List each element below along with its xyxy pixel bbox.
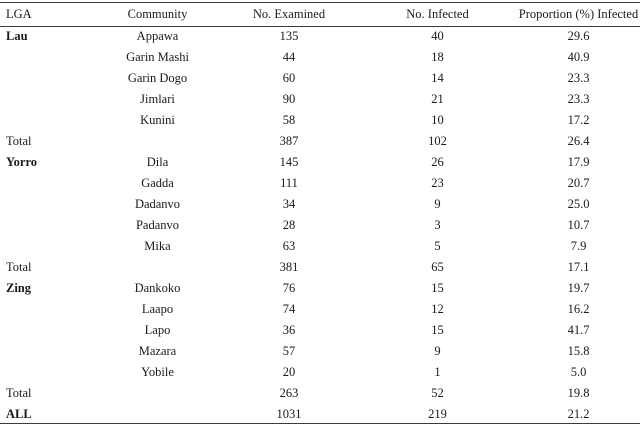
cell-examined: 90 [282, 92, 296, 106]
cell-lga [0, 299, 101, 320]
header-community: Community [127, 7, 188, 21]
cell-examined: 58 [282, 113, 296, 127]
cell-proportion: 17.1 [567, 260, 590, 274]
cell-lga [0, 194, 101, 215]
header-row [0, 3, 640, 26]
cell-proportion: 19.7 [567, 281, 590, 295]
cell-proportion: 17.9 [567, 155, 590, 169]
table-body [0, 26, 640, 425]
cell-community: Garin Dogo [127, 71, 188, 85]
cell-examined: 145 [279, 155, 299, 169]
cell-infected: 14 [431, 71, 444, 85]
cell-infected: 12 [431, 302, 444, 316]
table-row [0, 89, 640, 110]
cell-community: Dila [146, 155, 169, 169]
cell-community: Yobile [141, 365, 174, 379]
cell-infected: 52 [431, 386, 444, 400]
cell-proportion: 29.6 [567, 29, 590, 43]
cell-proportion: 25.0 [567, 197, 590, 211]
cell-examined: 57 [282, 344, 296, 358]
cell-lga [0, 68, 101, 89]
cell-infected: 3 [434, 218, 441, 232]
cell-infected: 21 [431, 92, 444, 106]
cell-community: Laapo [141, 302, 174, 316]
cell-examined: 34 [282, 197, 296, 211]
table-row [0, 110, 640, 131]
cell-community: Lapo [144, 323, 171, 337]
cell-community: Dadanvo [134, 197, 181, 211]
table-row [0, 404, 640, 425]
cell-proportion: 41.7 [567, 323, 590, 337]
cell-examined: 28 [282, 218, 296, 232]
table-row [0, 173, 640, 194]
table-row [0, 341, 640, 362]
cell-community: Mazara [138, 344, 177, 358]
cell-infected: 219 [428, 407, 447, 421]
cell-community: Garin Mashi [126, 50, 189, 64]
cell-infected: 26 [431, 155, 444, 169]
header-examined: No. Examined [252, 7, 326, 21]
cell-examined: 135 [279, 29, 299, 43]
table-row [0, 257, 640, 278]
cell-lga: Zing [6, 281, 32, 295]
header-infected: No. Infected [406, 7, 469, 21]
cell-infected: 9 [434, 197, 441, 211]
table-row [0, 383, 640, 404]
cell-examined: 263 [279, 386, 299, 400]
cell-community [101, 131, 214, 152]
cell-infected: 5 [434, 239, 441, 253]
cell-infected: 40 [431, 29, 444, 43]
header-proportion: Proportion (%) Infected [518, 7, 639, 21]
cell-proportion: 19.8 [567, 386, 590, 400]
cell-lga: Lau [6, 29, 28, 43]
cell-examined: 111 [280, 176, 298, 190]
cell-lga [0, 341, 101, 362]
cell-examined: 44 [282, 50, 296, 64]
table-row [0, 152, 640, 173]
table-row [0, 362, 640, 383]
cell-community: Jimlari [140, 92, 175, 106]
cell-proportion: 10.7 [567, 218, 590, 232]
cell-infected: 10 [431, 113, 444, 127]
cell-proportion: 21.2 [567, 407, 590, 421]
table-row [0, 47, 640, 68]
table-row [0, 194, 640, 215]
cell-examined: 63 [282, 239, 296, 253]
cell-infected: 15 [431, 323, 444, 337]
table-row [0, 68, 640, 89]
table-row [0, 320, 640, 341]
cell-infected: 65 [431, 260, 444, 274]
cell-lga: ALL [6, 407, 32, 421]
cell-examined: 60 [282, 71, 296, 85]
cell-community: Mika [144, 239, 171, 253]
cell-proportion: 5.0 [570, 365, 587, 379]
cell-community: Kunini [140, 113, 175, 127]
cell-examined: 20 [282, 365, 296, 379]
cell-community [101, 404, 214, 425]
cell-lga [0, 110, 101, 131]
cell-proportion: 7.9 [570, 239, 587, 253]
cell-proportion: 17.2 [567, 113, 590, 127]
cell-examined: 1031 [276, 407, 302, 421]
cell-examined: 387 [279, 134, 299, 148]
table-header [0, 3, 640, 26]
table-row [0, 26, 640, 47]
cell-proportion: 15.8 [567, 344, 590, 358]
cell-proportion: 23.3 [567, 92, 590, 106]
cell-examined: 76 [282, 281, 296, 295]
cell-community: Dankoko [134, 281, 181, 295]
cell-proportion: 40.9 [567, 50, 590, 64]
table-row [0, 131, 640, 152]
cell-community: Appawa [136, 29, 179, 43]
cell-proportion: 26.4 [567, 134, 590, 148]
infection-table [0, 3, 640, 425]
cell-lga [0, 173, 101, 194]
cell-infected: 15 [431, 281, 444, 295]
cell-proportion: 23.3 [567, 71, 590, 85]
cell-proportion: 20.7 [567, 176, 590, 190]
cell-community [101, 257, 214, 278]
table-row [0, 299, 640, 320]
table-row [0, 236, 640, 257]
cell-infected: 1 [434, 365, 441, 379]
cell-lga [0, 362, 101, 383]
cell-community [101, 383, 214, 404]
cell-infected: 9 [434, 344, 441, 358]
cell-infected: 18 [431, 50, 444, 64]
cell-examined: 74 [282, 302, 296, 316]
cell-infected: 102 [428, 134, 447, 148]
cell-lga [0, 89, 101, 110]
cell-lga: Total [6, 134, 32, 148]
cell-lga: Total [6, 386, 32, 400]
header-lga: LGA [6, 7, 32, 21]
cell-examined: 381 [279, 260, 299, 274]
cell-lga: Total [6, 260, 32, 274]
cell-lga [0, 320, 101, 341]
cell-community: Padanvo [135, 218, 180, 232]
cell-infected: 23 [431, 176, 444, 190]
table-row [0, 278, 640, 299]
cell-proportion: 16.2 [567, 302, 590, 316]
cell-lga [0, 215, 101, 236]
cell-lga: Yorro [6, 155, 38, 169]
cell-lga [0, 47, 101, 68]
cell-community: Gadda [141, 176, 174, 190]
table-row [0, 215, 640, 236]
cell-lga [0, 236, 101, 257]
cell-examined: 36 [282, 323, 296, 337]
